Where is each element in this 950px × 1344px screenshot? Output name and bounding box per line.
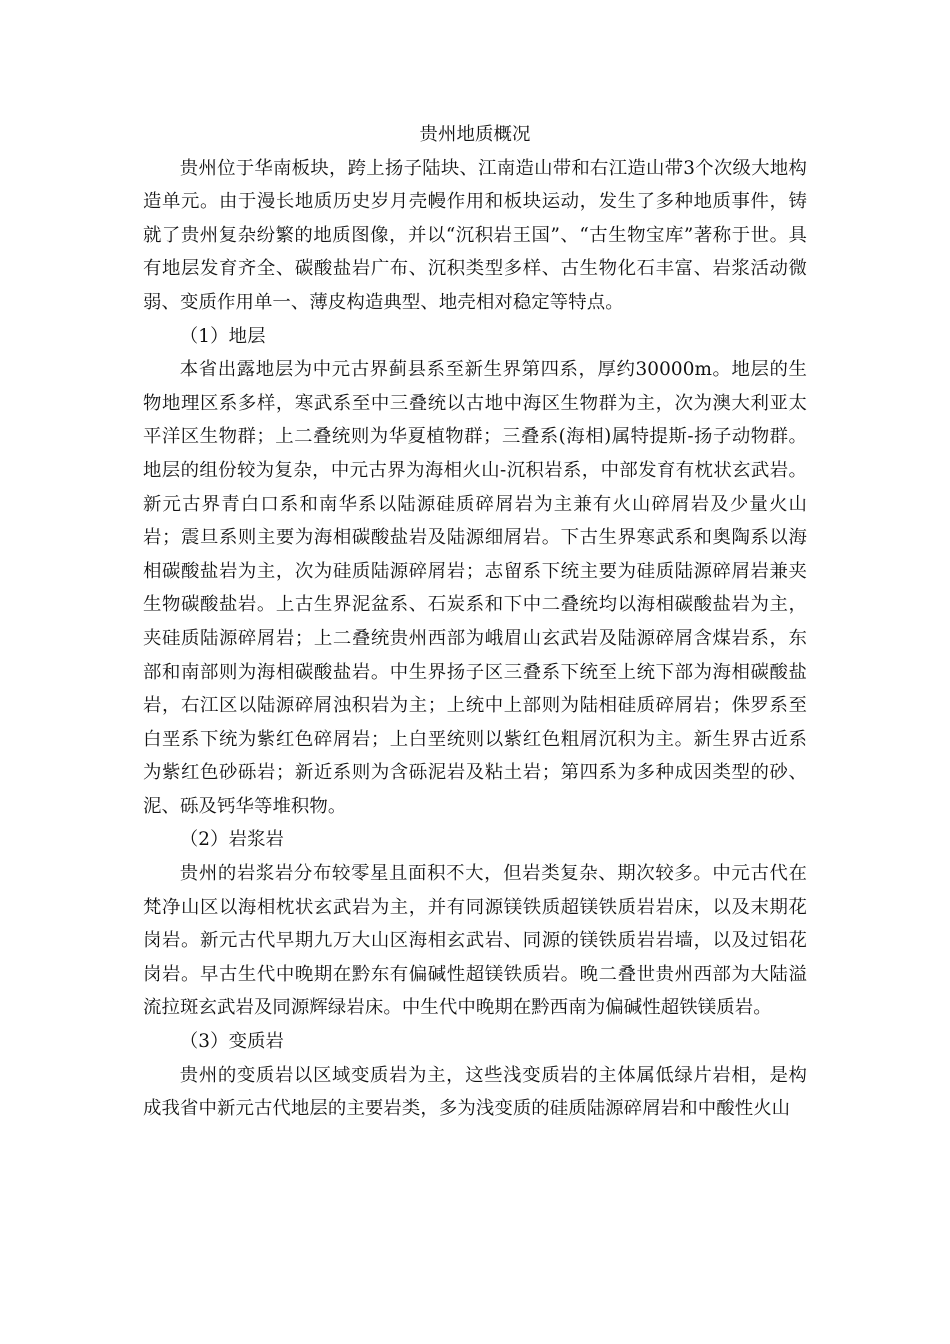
section-heading-metamorphic: （3）变质岩 [179, 1031, 285, 1053]
document-title: 贵州地质概况 [419, 124, 531, 145]
intro-paragraph: 贵州位于华南板块，跨上扬子陆块、江南造山带和右江造山带3个次级大地构造单元。由于漫长地质历史岁月壳幔作用和板块运动，发生了多种地质事件，铸就了贵州复杂纷繁的地质图像，并以“沉积岩王国”、“古生物宝库”著称于世。具有地层发育齐全、碳酸盐岩广布、沉积类型多样、古生物化石丰富、岩浆活动微弱、变质作用单一、薄皮构造典型、地壳相对稳定等特点。 [143, 157, 807, 313]
section-heading-strata: （1）地层 [179, 325, 266, 347]
section-heading-igneous: （2）岩浆岩 [179, 829, 285, 851]
strata-paragraph: 本省出露地层为中元古界蓟县系至新生界第四系，厚约30000m。地层的生物地理区系多样，寒武系至中三叠统以古地中海区生物群为主，次为澳大利亚太平洋区生物群；上二叠统则为华夏植物群；三叠系(海相)属特提斯-扬子动物群。地层的组份较为复杂，中元古界为海相火山-沉积岩系，中部发育有枕状玄武岩。新元古界青白口系和南华系以陆源硅质碎屑岩为主兼有火山碎屑岩及少量火山岩；震旦系则主要为海相碳酸盐岩及陆源细屑岩。下古生界寒武系和奥陶系以海相碳酸盐岩为主，次为硅质陆源碎屑岩；志留系下统主要为硅质陆源碎屑岩兼夹生物碳酸盐岩。上古生界泥盆系、石炭系和下中二叠统均以海相碳酸盐岩为主，夹硅质陆源碎屑岩；上二叠统贵州西部为峨眉山玄武岩及陆源碎屑含煤岩系，东部和南部则为海相碳酸盐岩。中生界扬子区三叠系下统至上统下部为海相碳酸盐岩，右江区以陆源碎屑浊积岩为主；上统中上部则为陆相硅质碎屑岩；侏罗系至白垩系下统为紫红色碎屑岩；上白垩统则以紫红色粗屑沉积为主。新生界古近系为紫红色砂砾岩；新近系则为含砾泥岩及粘土岩；第四系为多种成因类型的砂、泥、砾及钙华等堆积物。 [143, 359, 807, 817]
document-body [143, 118, 807, 1126]
igneous-paragraph: 贵州的岩浆岩分布较零星且面积不大，但岩类复杂、期次较多。中元古代在梵净山区以海相枕状玄武岩为主，并有同源镁铁质超镁铁质岩岩床，以及末期花岗岩。新元古代早期九万大山区海相玄武岩、同源的镁铁质岩岩墙，以及过铝花岗岩。早古生代中晚期在黔东有偏碱性超镁铁质岩。晚二叠世贵州西部为大陆溢流拉斑玄武岩及同源辉绿岩床。中生代中晚期在黔西南为偏碱性超铁镁质岩。 [143, 863, 807, 1019]
metamorphic-paragraph: 贵州的变质岩以区域变质岩为主，这些浅变质岩的主体属低绿片岩相，是构成我省中新元古代地层的主要岩类，多为浅变质的硅质陆源碎屑岩和中酸性火山 [143, 1064, 807, 1120]
